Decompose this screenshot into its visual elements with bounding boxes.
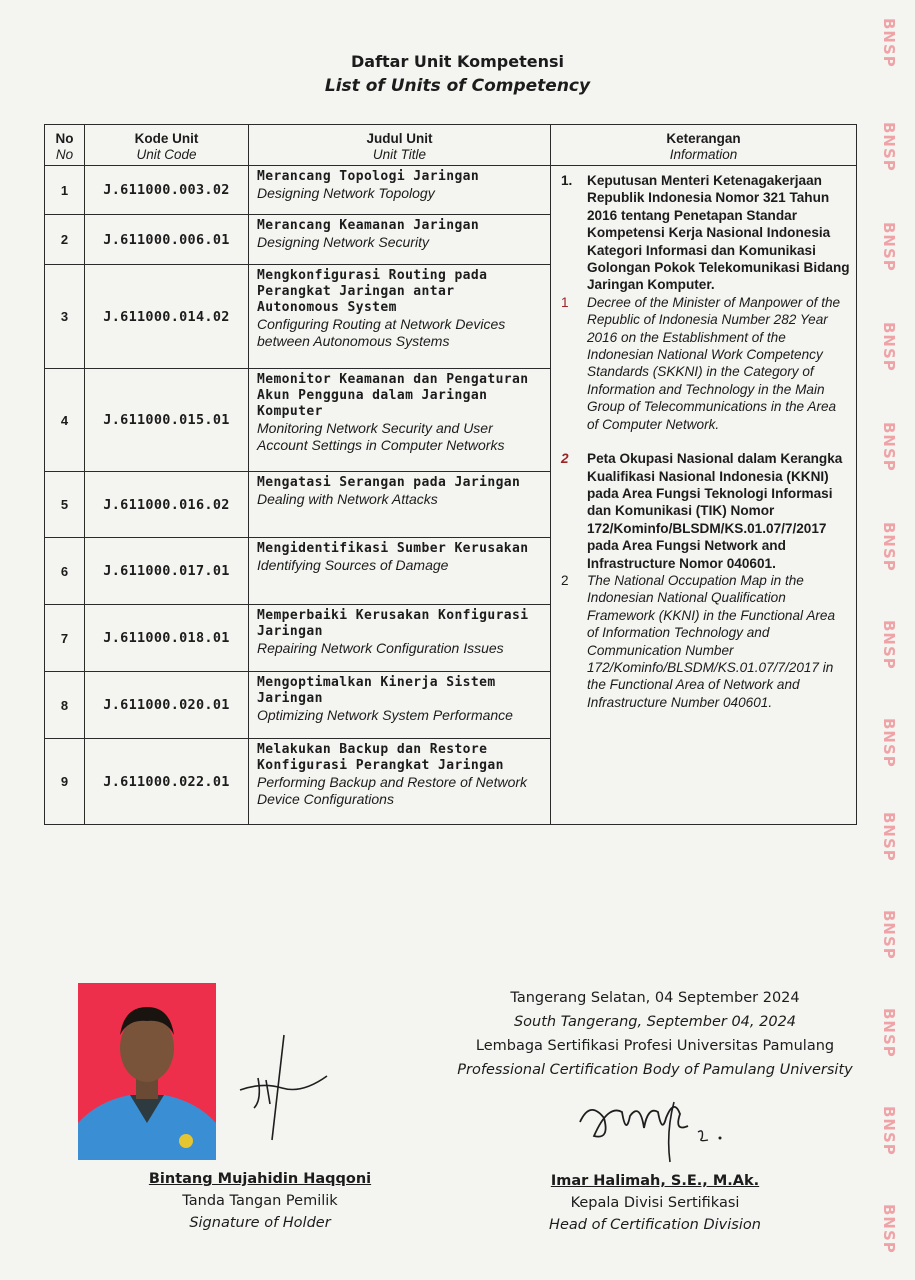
row-number: 7 <box>45 605 85 672</box>
watermark-text: BNSP <box>880 1106 898 1156</box>
holder-label-en: Signature of Holder <box>189 1215 331 1231</box>
row-number: 6 <box>45 538 85 605</box>
page-title: Daftar Unit Kompetensi <box>350 52 564 71</box>
unit-code: J.611000.016.02 <box>85 472 249 538</box>
unit-code: J.611000.017.01 <box>85 538 249 605</box>
header-no: No No <box>45 125 85 166</box>
issuer-signature <box>570 1092 740 1172</box>
unit-code: J.611000.015.01 <box>85 369 249 472</box>
watermark-text: BNSP <box>880 812 898 862</box>
unit-title: Memonitor Keamanan dan Pengaturan Akun Pengguna dalam Jaringan Komputer Monitoring Network Security and User Account Settings in Computer Networks <box>249 369 551 472</box>
unit-code: J.611000.003.02 <box>85 166 249 215</box>
row-number: 3 <box>45 265 85 369</box>
issuer-block <box>430 986 880 1082</box>
holder-photo <box>78 983 216 1160</box>
competency-table <box>44 124 857 825</box>
row-number: 2 <box>45 215 85 265</box>
table-row <box>45 166 857 215</box>
watermark-text: BNSP <box>880 1008 898 1058</box>
signer-role-id: Kepala Divisi Sertifikasi <box>570 1195 740 1211</box>
unit-title: Melakukan Backup dan Restore Konfigurasi Perangkat Jaringan Performing Backup and Restore of Network Device Configurations <box>249 739 551 825</box>
issuer-body-id: Lembaga Sertifikasi Profesi Universitas Pamulang <box>475 1038 835 1054</box>
place-date-id: Tangerang Selatan, 04 September 2024 <box>510 990 800 1006</box>
unit-title: Mengidentifikasi Sumber Kerusakan Identifying Sources of Damage <box>249 538 551 605</box>
place-date-en: South Tangerang, September 04, 2024 <box>513 1014 797 1030</box>
unit-title: Memperbaiki Kerusakan Konfigurasi Jaringan Repairing Network Configuration Issues <box>249 605 551 672</box>
watermark-text: BNSP <box>880 322 898 372</box>
header-info: Keterangan Information <box>551 125 857 166</box>
unit-code: J.611000.018.01 <box>85 605 249 672</box>
issuer-body-en: Professional Certification Body of Pamulang University <box>457 1062 853 1078</box>
row-number: 8 <box>45 672 85 739</box>
watermark-text: BNSP <box>880 18 898 68</box>
unit-code: J.611000.014.02 <box>85 265 249 369</box>
info-item: 1 Decree of the Minister of Manpower of the Republic of Indonesia Number 282 Year 2016 on the Establishment of the Indonesian National Work Competency Standards (SKKNI) in the Category of Information and Technology in the Main Group of Telecommunications in the Area of Computer Network. <box>561 294 841 432</box>
row-number: 1 <box>45 166 85 215</box>
signer-role-en: Head of Certification Division <box>549 1217 761 1233</box>
signer-name: Imar Halimah, S.E., M.Ak. <box>550 1173 760 1189</box>
unit-title: Mengoptimalkan Kinerja Sistem Jaringan Optimizing Network System Performance <box>249 672 551 739</box>
watermark-text: BNSP <box>880 718 898 768</box>
unit-title: Merancang Keamanan Jaringan Designing Network Security <box>249 215 551 265</box>
info-item: 1. Keputusan Menteri Ketenagakerjaan Republik Indonesia Nomor 321 Tahun 2016 tentang Penetapan Standar Kompetensi Kerja Nasional Indonesia Kategori Informasi dan Komunikasi Golongan Pokok Telekomunikasi Bidang Jaringan Komputer. <box>561 173 850 293</box>
unit-title: Mengatasi Serangan pada Jaringan Dealing with Network Attacks <box>249 472 551 538</box>
watermark-text: BNSP <box>880 1204 898 1254</box>
unit-title: Merancang Topologi Jaringan Designing Network Topology <box>249 166 551 215</box>
row-number: 4 <box>45 369 85 472</box>
row-number: 5 <box>45 472 85 538</box>
holder-signature <box>232 1030 342 1145</box>
watermark-text: BNSP <box>880 620 898 670</box>
information-cell <box>551 166 857 825</box>
unit-code: J.611000.022.01 <box>85 739 249 825</box>
holder-name: Bintang Mujahidin Haqqoni <box>148 1171 372 1187</box>
watermark-text: BNSP <box>880 122 898 172</box>
header-code: Kode Unit Unit Code <box>85 125 249 166</box>
info-item: 2 Peta Okupasi Nasional dalam Kerangka Kualifikasi Nasional Indonesia (KKNI) pada Area Fungsi Teknologi Informasi dan Komunikasi (TIK) Nomor 172/Kominfo/BLSDM/KS.01.07/7/2017 pada Area Fungsi Network and Infrastructure Nomor 040601. <box>561 451 843 571</box>
holder-label-id: Tanda Tangan Pemilik <box>182 1193 338 1209</box>
page-subtitle: List of Units of Competency <box>324 76 591 96</box>
watermark-text: BNSP <box>880 222 898 272</box>
unit-code: J.611000.020.01 <box>85 672 249 739</box>
unit-code: J.611000.006.01 <box>85 215 249 265</box>
row-number: 9 <box>45 739 85 825</box>
watermark-text: BNSP <box>880 522 898 572</box>
watermark-text: BNSP <box>880 422 898 472</box>
unit-title: Mengkonfigurasi Routing pada Perangkat Jaringan antar Autonomous System Configuring Routing at Network Devices between Autonomous Systems <box>249 265 551 369</box>
signer-block <box>440 1170 870 1236</box>
holder-block <box>120 1168 400 1234</box>
header-title: Judul Unit Unit Title <box>249 125 551 166</box>
info-item: 2 The National Occupation Map in the Indonesian National Qualification Framework (KKNI) in the Functional Area of Information Technology and Communication Number 172/Kominfo/BLSDM/KS.01.07/7/2017 in the Functional Area of Network and Infrastructure Number 040601. <box>561 572 836 710</box>
watermark-text: BNSP <box>880 910 898 960</box>
